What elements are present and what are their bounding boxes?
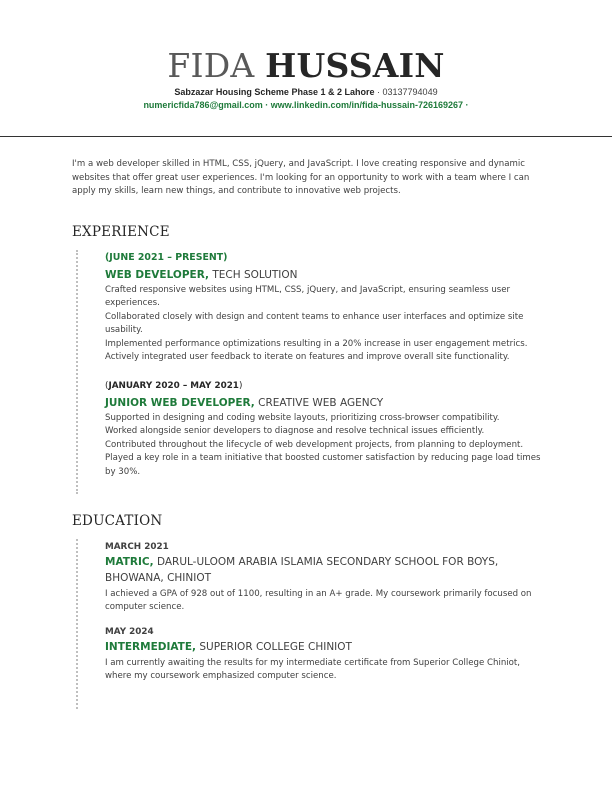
entry-date: MARCH 2021 [105,542,169,552]
entry-title [105,639,545,655]
entry-title [105,554,545,586]
entry-organization: TECH SOLUTION [212,269,298,281]
entry-date: (JUNE 2021 – PRESENT) [105,252,228,263]
experience-heading: EXPERIENCE [72,224,170,240]
resume-header [0,0,612,137]
education-entry [105,541,545,615]
experience-entry [105,380,545,479]
education-entry [105,626,545,684]
description-line: Worked alongside senior developers to diagnose and resolve technical issues efficiently. [105,426,485,437]
entry-date-text: JANUARY 2020 – MAY 2021 [108,381,239,391]
experience-timeline [76,250,78,494]
email-link[interactable]: numericfida786@gmail.com [143,100,263,110]
entry-date: MAY 2024 [105,627,154,637]
phone: 03137794049 [382,87,438,97]
entry-organization: SUPERIOR COLLEGE CHINIOT [199,641,352,653]
description-line: Actively integrated user feedback to iterate on features and improve overall site functionality. [105,352,510,363]
entry-description [105,412,545,479]
entry-role: MATRIC, [105,556,154,568]
contact-links-line [0,99,612,111]
entry-date [105,380,545,392]
first-name: FIDA [167,46,255,85]
linkedin-link[interactable]: www.linkedin.com/in/fida-hussain-726169267 [270,100,464,110]
entry-description: I am currently awaiting the results for my intermediate certificate from Superior College Chiniot, where my coursework emphasized computer science. [105,658,521,682]
description-line: Played a key role in a team initiative that boosted customer satisfaction by reducing page load times by 30%. [105,453,541,477]
education-timeline [76,539,78,709]
entry-role: WEB DEVELOPER, [105,269,209,281]
description-line: Collaborated closely with design and content teams to enhance user interfaces and optimize site usability. [105,311,524,336]
entry-description [105,284,545,364]
separator: · [377,87,380,97]
entry-role: JUNIOR WEB DEVELOPER, [105,397,255,409]
entry-role: INTERMEDIATE, [105,641,196,653]
separator: · [465,100,469,110]
address: Sabzazar Housing Scheme Phase 1 & 2 Lahore [174,87,375,97]
paren-open: ( [105,381,109,391]
entry-organization: DARUL-ULOOM ARABIA ISLAMIA SECONDARY SCHOOL FOR BOYS, BHOWANA, CHINIOT [105,556,499,584]
separator: · [265,100,269,110]
description-line: Crafted responsive websites using HTML, CSS, jQuery, and JavaScript, ensuring seamless user experiences. [105,285,511,309]
entry-description: I achieved a GPA of 928 out of 1100, resulting in an A+ grade. My coursework primarily focused on computer science. [105,589,532,613]
experience-entry [105,252,545,364]
contact-address-line [0,85,612,99]
last-name: HUSSAIN [265,46,445,85]
candidate-name [0,47,612,85]
paren-close: ) [238,381,243,391]
description-line: Implemented performance optimizations resulting in a 20% increase in user engagement metrics. [105,338,528,349]
description-line: Contributed throughout the lifecycle of web development projects, from planning to deployment. [105,439,524,450]
entry-title [105,395,545,411]
entry-organization: CREATIVE WEB AGENCY [258,397,384,409]
description-line: Supported in designing and coding website layouts, prioritizing cross-browser compatibility. [105,413,500,423]
entry-title [105,267,545,283]
education-heading: EDUCATION [72,513,163,529]
summary-paragraph: I'm a web developer skilled in HTML, CSS, jQuery, and JavaScript. I love creating responsive and dynamic websites that offer great user experiences. I'm looking for an opportunity to work with a team where I can apply my skills, learn new things, and contribute to innovative web projects. [72,159,530,197]
